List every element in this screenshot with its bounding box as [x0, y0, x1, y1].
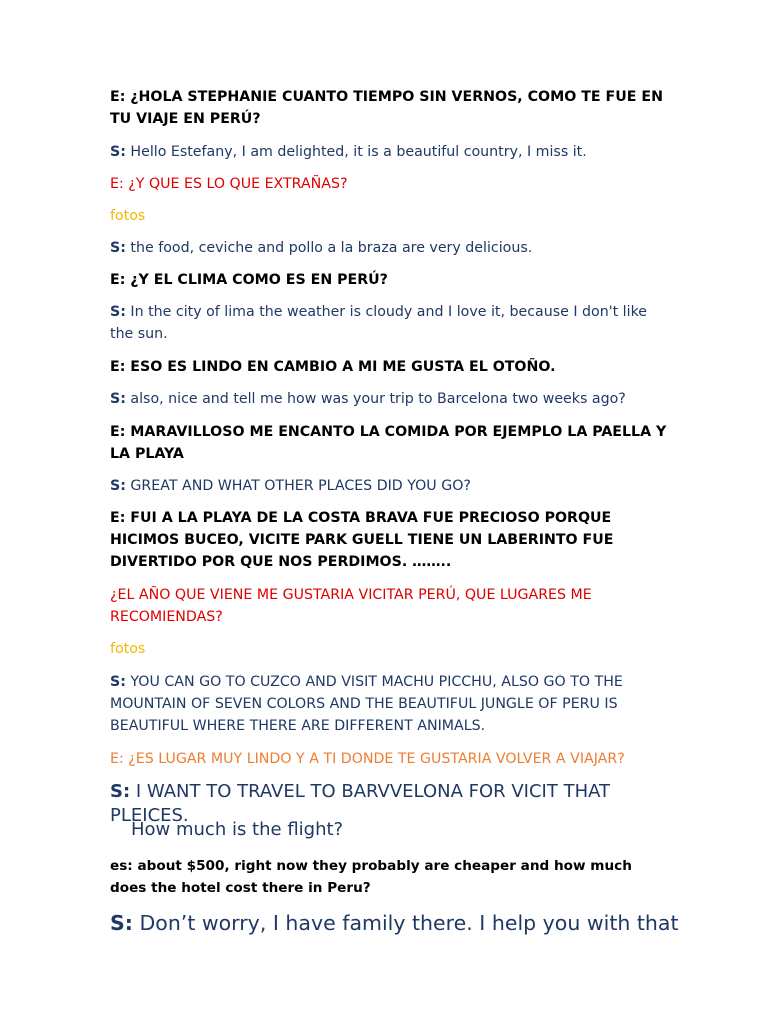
line-s-barcelona: [110, 388, 670, 410]
line-e-next-year: ¿EL AÑO QUE VIENE ME GUSTARIA VICITAR PERÚ, QUE LUGARES ME RECOMIENDAS?: [110, 587, 592, 625]
line-e-weather: E: ¿Y EL CLIMA COMO ES EN PERÚ?: [110, 272, 388, 288]
speaker-label: S:: [110, 304, 126, 320]
line-flight-question: How much is the flight?: [131, 819, 344, 840]
line-e-maravilloso: E: MARAVILLOSO ME ENCANTO LA COMIDA POR EJEMPLO LA PAELLA Y LA PLAYA: [110, 424, 667, 462]
speaker-label: S:: [110, 911, 133, 935]
speaker-label: S:: [110, 674, 126, 690]
line-s-family: [110, 909, 710, 937]
line-es-price: es: about $500, right now they probably are cheaper and how much does the hotel cost there in Peru?: [110, 858, 632, 896]
line-e-travel-again: E: ¿ES LUGAR MUY LINDO Y A TI DONDE TE GUSTARIA VOLVER A VIAJAR?: [110, 751, 625, 767]
reply-text: also, nice and tell me how was your trip to Barcelona two weeks ago?: [125, 391, 626, 407]
reply-text: Hello Estefany, I am delighted, it is a beautiful country, I miss it.: [125, 144, 587, 160]
line-s-cuzco: [110, 671, 670, 737]
speaker-label: S:: [110, 144, 126, 160]
reply-text: GREAT AND WHAT OTHER PLACES DID YOU GO?: [125, 478, 471, 494]
line-e-greeting: E: ¿HOLA STEPHANIE CUANTO TIEMPO SIN VERNOS, COMO TE FUE EN TU VIAJE EN PERÚ?: [110, 89, 663, 127]
speaker-label: S:: [110, 781, 131, 802]
line-s-other-places: [110, 475, 670, 497]
line-e-costa-brava: E: FUI A LA PLAYA DE LA COSTA BRAVA FUE PRECIOSO PORQUE HICIMOS BUCEO, VICITE PARK GUELL TIENE UN LABERINTO FUE DIVERTIDO POR QUE NOS PERDIMOS. ……..: [110, 510, 614, 570]
line-fotos-2: fotos: [110, 641, 146, 657]
speaker-label: S:: [110, 391, 126, 407]
line-s-food: [110, 237, 670, 259]
reply-text: In the city of lima the weather is cloudy and I love it, because I don't like the sun.: [110, 304, 648, 342]
speaker-label: S:: [110, 478, 126, 494]
reply-text: the food, ceviche and pollo a la braza are very delicious.: [125, 240, 533, 256]
line-e-autumn: E: ESO ES LINDO EN CAMBIO A MI ME GUSTA EL OTOÑO.: [110, 359, 556, 375]
line-s-reply-1: [110, 141, 670, 163]
line-fotos-1: fotos: [110, 208, 146, 224]
speaker-label: S:: [110, 240, 126, 256]
reply-text: YOU CAN GO TO CUZCO AND VISIT MACHU PICCHU, ALSO GO TO THE MOUNTAIN OF SEVEN COLORS AND THE BEAUTIFUL JUNGLE OF PERU IS BEAUTIFUL WHERE THERE ARE DIFFERENT ANIMALS.: [110, 674, 623, 734]
line-s-weather: [110, 301, 670, 345]
reply-text: Don’t worry, I have family there. I help you with that: [132, 911, 679, 935]
reply-text: I WANT TO TRAVEL TO BARVVELONA FOR VICIT THAT PLEICES.: [110, 781, 611, 826]
line-e-question-miss: E: ¿Y QUE ES LO QUE EXTRAÑAS?: [110, 176, 348, 192]
